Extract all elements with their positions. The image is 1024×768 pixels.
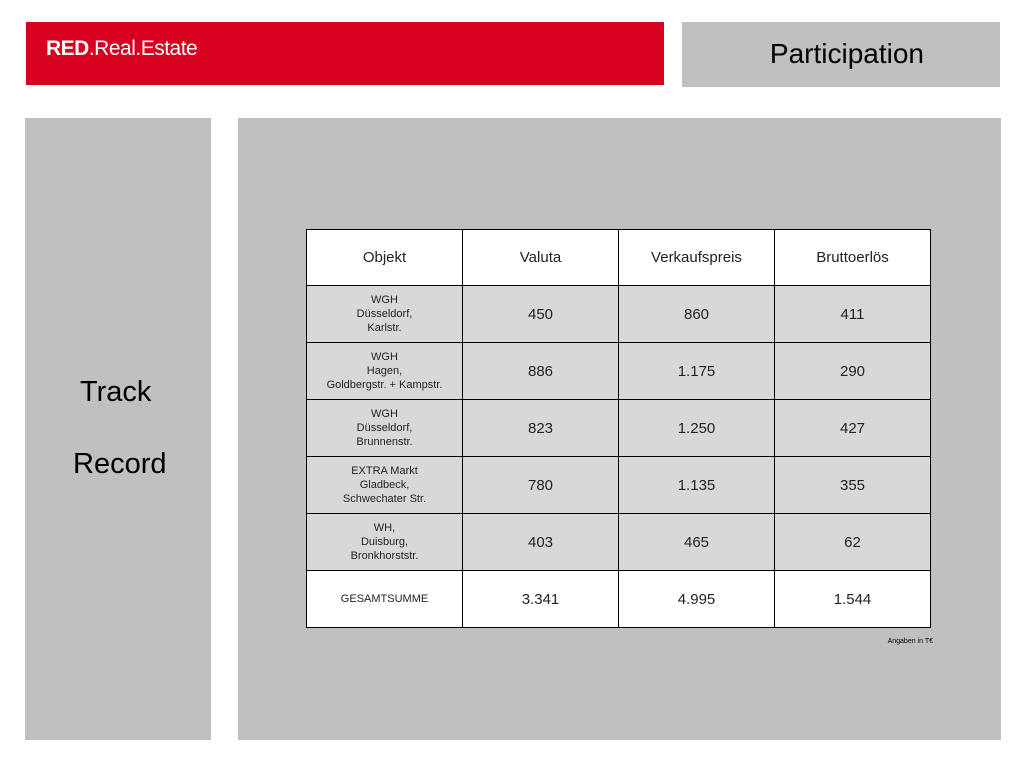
cell-valuta: 450	[463, 286, 619, 343]
cell-objekt	[307, 343, 463, 400]
side-label-record: Record	[73, 448, 167, 480]
page-title: Participation	[769, 38, 924, 69]
cell-objekt	[307, 457, 463, 514]
cell-valuta: 823	[463, 400, 619, 457]
cell-objekt	[307, 400, 463, 457]
logo-rest-text: .Real.Estate	[88, 37, 198, 60]
cell-verkaufspreis: 465	[619, 514, 775, 571]
cell-valuta: 780	[463, 457, 619, 514]
total-label: GESAMTSUMME	[307, 571, 463, 628]
title-box	[682, 22, 1000, 87]
objekt-line: WGH	[371, 294, 398, 306]
brand-logo	[46, 37, 197, 61]
cell-bruttoerloes: 290	[775, 343, 931, 400]
cell-bruttoerloes: 355	[775, 457, 931, 514]
objekt-line: Düsseldorf,	[356, 422, 413, 434]
objekt-line: Brunnenstr.	[356, 436, 413, 448]
cell-objekt	[307, 514, 463, 571]
cell-valuta: 886	[463, 343, 619, 400]
total-row	[307, 571, 931, 628]
cell-objekt	[307, 286, 463, 343]
total-valuta: 3.341	[463, 571, 619, 628]
objekt-line: EXTRA Markt	[351, 465, 418, 477]
side-panel	[25, 118, 211, 740]
total-verkaufspreis: 4.995	[619, 571, 775, 628]
units-footnote: Angaben in T€	[887, 638, 933, 645]
header-bar	[26, 22, 664, 85]
column-header-verkaufspreis: Verkaufspreis	[619, 230, 775, 286]
cell-bruttoerloes: 62	[775, 514, 931, 571]
objekt-line: WH,	[373, 522, 396, 534]
table-header-row	[307, 230, 931, 286]
column-header-bruttoerloes: Bruttoerlös	[775, 230, 931, 286]
objekt-line: Gladbeck,	[359, 479, 410, 491]
total-bruttoerloes: 1.544	[775, 571, 931, 628]
table-row	[307, 400, 931, 457]
objekt-line: Duisburg,	[360, 536, 409, 548]
objekt-line: Hagen,	[366, 365, 403, 377]
objekt-line: Karlstr.	[367, 322, 402, 334]
track-record-table	[306, 229, 931, 628]
cell-bruttoerloes: 427	[775, 400, 931, 457]
objekt-line: Bronkhorststr.	[350, 550, 419, 562]
cell-verkaufspreis: 1.175	[619, 343, 775, 400]
cell-verkaufspreis: 1.250	[619, 400, 775, 457]
objekt-line: WGH	[371, 408, 398, 420]
main-panel	[238, 118, 1001, 740]
objekt-line: Schwechater Str.	[342, 493, 427, 505]
cell-bruttoerloes: 411	[775, 286, 931, 343]
cell-verkaufspreis: 860	[619, 286, 775, 343]
objekt-line: WGH	[371, 351, 398, 363]
table-row	[307, 514, 931, 571]
table-row	[307, 286, 931, 343]
objekt-line: Goldbergstr. + Kampstr.	[326, 379, 443, 391]
table-row	[307, 343, 931, 400]
objekt-line: Düsseldorf,	[356, 308, 413, 320]
table-row	[307, 457, 931, 514]
cell-verkaufspreis: 1.135	[619, 457, 775, 514]
logo-bold-text: RED	[46, 37, 89, 60]
column-header-valuta: Valuta	[463, 230, 619, 286]
side-label-track: Track	[80, 376, 152, 408]
cell-valuta: 403	[463, 514, 619, 571]
column-header-objekt: Objekt	[307, 230, 463, 286]
